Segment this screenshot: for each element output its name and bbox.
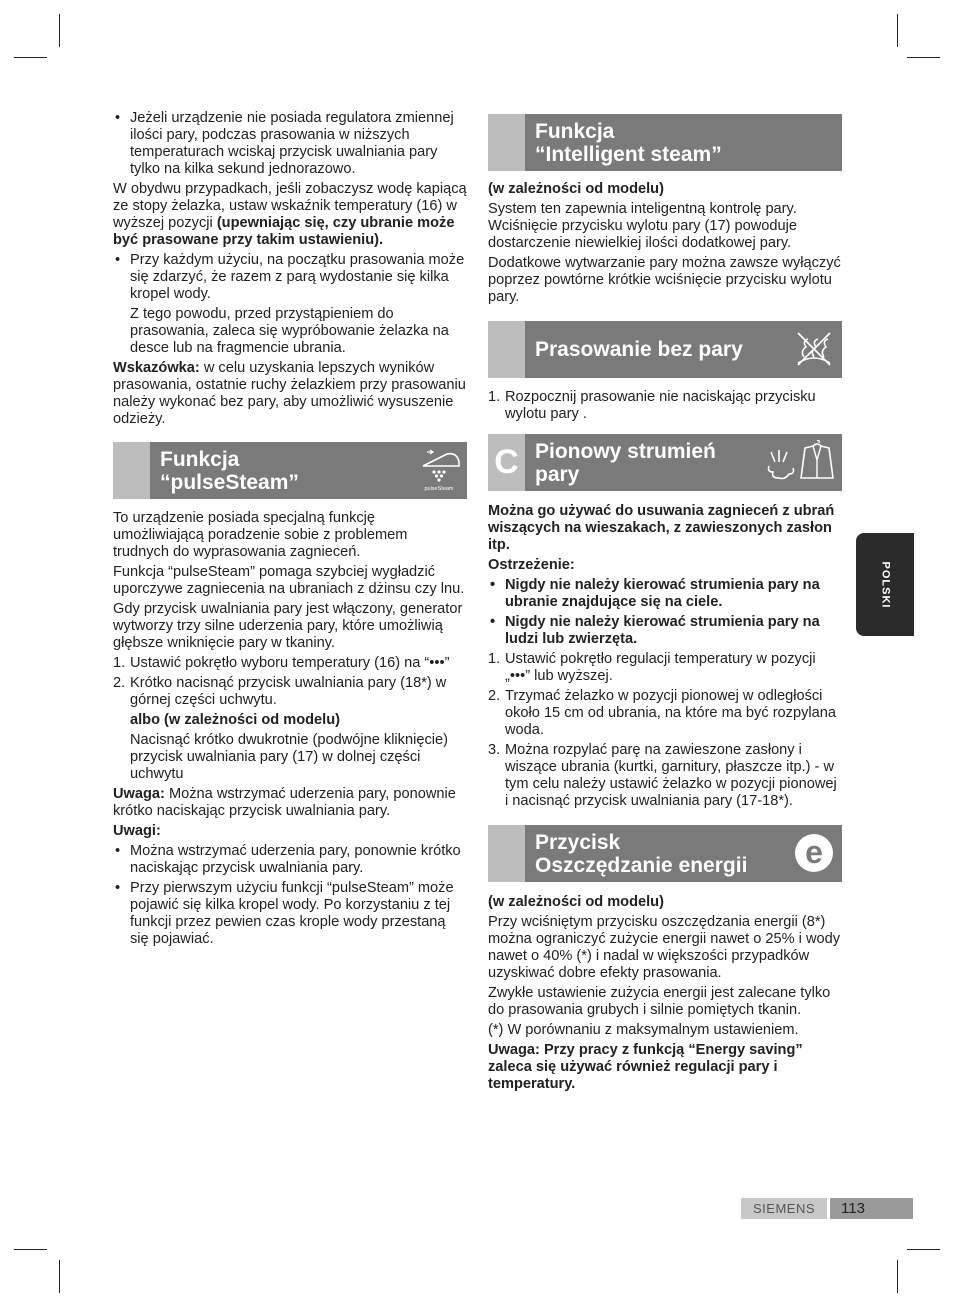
bullet-continuation: Z tego powodu, przed przystąpieniem do prasowania, zaleca się wypróbowanie żelazka na desce lub na fragmencie ubrania.: [130, 306, 449, 356]
paragraph: Zwykłe ustawienie zużycia energii jest zalecane tylko do prasowania grubych i silnie pomiętych tkanin.: [488, 985, 831, 1018]
section-title-line: Prasowanie bez pary: [535, 338, 743, 361]
section-title: [525, 825, 842, 882]
paragraph: (*) W porównaniu z maksymalnym ustawieniem.: [488, 1022, 799, 1038]
vertical-steam-icon: [762, 440, 838, 484]
bullet-item: • Można wstrzymać uderzenia pary, ponownie krótko naciskając przycisk uwalniania pary.: [113, 843, 467, 877]
step-text: Krótko nacisnąć przycisk uwalniania pary (18*) w górnej części uchwytu.: [130, 675, 447, 708]
language-tab: [856, 533, 914, 636]
pulsesteam-icon: [417, 448, 461, 492]
numbered-step: [488, 688, 842, 739]
paragraph-text: W obydwu przypadkach, jeśli zobaczysz wodę kapiącą ze stopy żelazka, ustaw wskaźnik temperatury (16) w wyższej pozycji: [113, 181, 467, 231]
section-header-pulsesteam: [113, 442, 467, 499]
tip-label: Wskazówka:: [113, 360, 200, 376]
notes-label: Uwagi:: [113, 823, 161, 839]
language-tab-label: POLSKI: [879, 561, 892, 608]
section-header-vertical-steam: [488, 434, 842, 491]
paragraph: System ten zapewnia inteligentną kontrolę pary. Wciśnięcie przycisku wylotu pary (17) powoduje dostarczenie niewielkiej ilości dodatkowej pary.: [488, 201, 798, 251]
section-title-line: Pionowy strumień: [535, 440, 716, 463]
crop-mark: [907, 57, 940, 58]
step-text: Rozpocznij prasowanie nie naciskając przycisku wylotu pary .: [505, 389, 816, 422]
step-text: Trzymać żelazko w pozycji pionowej w odległości około 15 cm od ubrania, na które ma być rozpylana woda.: [505, 688, 836, 738]
bullet-item: • Jeżeli urządzenie nie posiada regulatora zmiennej ilości pary, podczas prasowania w niższych temperaturach wciskaj przycisk uwalniania pary tylko na kilka sekund jednorazowo.: [113, 110, 467, 178]
paragraph: To urządzenie posiada specjalną funkcję umożliwiającą poradzenie sobie z problemem trudnych do wyprasowania zagnieceń.: [113, 510, 408, 560]
section-title: [150, 442, 467, 499]
crop-mark: [897, 14, 898, 47]
section-title-line: “pulseSteam”: [160, 471, 299, 494]
left-column: [113, 110, 467, 951]
paragraph: Przy wciśniętym przycisku oszczędzania energii (8*) można ograniczyć zużycie energii nawet o 25% i wody nawet o 40% (*) i nadal w większości przypadków uzyskiwać dobre efekty prasowania.: [488, 914, 841, 981]
pulsesteam-icon-label: pulseSteam: [424, 486, 454, 492]
section-title-line: Funkcja: [160, 448, 240, 471]
step-number: 2.: [113, 675, 126, 691]
section-tab: [488, 434, 525, 491]
bullet-item: • Przy każdym użyciu, na początku prasowania może się zdarzyć, że razem z parą wydostanie się kilka kropel wody.: [113, 252, 467, 303]
section-header-intelligent-steam: [488, 114, 842, 171]
step-alternative-text: Nacisnąć krótko dwukrotnie (podwójne kliknięcie) przycisk uwalniania pary (17) w dolnej części uchwytu: [130, 732, 448, 782]
energy-saving-icon: [792, 831, 836, 875]
note-paragraph: Uwaga: Przy pracy z funkcją “Energy saving” zaleca się używać również regulacji pary i temperatury.: [488, 1042, 803, 1092]
paragraph: Można go używać do usuwania zagnieceń z ubrań wiszących na wieszakach, z zawieszonych zasłon itp.: [488, 503, 835, 553]
section-tab: [113, 442, 150, 499]
section-title-line: Funkcja: [535, 120, 615, 143]
step-text: Ustawić pokrętło wyboru temperatury (16) na “•••”: [130, 655, 450, 671]
model-note: (w zależności od modelu): [488, 894, 664, 910]
section-title-line: Oszczędzanie energii: [535, 854, 748, 877]
numbered-step: [113, 675, 467, 709]
model-note: (w zależności od modelu): [488, 181, 664, 197]
note-label: Uwaga:: [113, 786, 165, 802]
numbered-step: [488, 742, 842, 810]
paragraph: Gdy przycisk uwalniania pary jest włączony, generator wytworzy trzy silne uderzenia pary, które umożliwią głębsze wniknięcie pary w tkaniny.: [113, 601, 463, 651]
section-header-energy-saving: [488, 825, 842, 882]
section-title-line: pary: [535, 463, 580, 486]
crop-mark: [14, 1249, 47, 1250]
step-number: 3.: [488, 742, 501, 758]
section-title-line: Przycisk: [535, 831, 621, 854]
bullet-item: • Nigdy nie należy kierować strumienia pary na ubranie znajdujące się na ciele.: [488, 577, 842, 611]
step-number: 2.: [488, 688, 501, 704]
numbered-step: [488, 651, 842, 685]
section-title: [525, 434, 842, 491]
step-number: 1.: [488, 389, 501, 405]
crop-mark: [59, 14, 60, 47]
step-alternative-label: albo (w zależności od modelu): [130, 712, 341, 728]
section-title-line: “Intelligent steam”: [535, 143, 722, 166]
numbered-step: [113, 655, 467, 672]
no-steam-icon: [792, 327, 836, 371]
right-column: [488, 114, 842, 1096]
paragraph: Funkcja “pulseSteam” pomaga szybciej wygładzić uporczywe zagniecenia na ubraniach z dżinsu czy lnu.: [113, 564, 465, 597]
section-header-dry-ironing: [488, 321, 842, 378]
step-number: 1.: [488, 651, 501, 667]
step-text: Ustawić pokrętło regulacji temperatury w pozycji „•••” lub wyższej.: [505, 651, 816, 684]
warning-label: Ostrzeżenie:: [488, 557, 575, 573]
section-title: [525, 114, 842, 171]
step-number: 1.: [113, 655, 126, 671]
bullet-item: • Przy pierwszym użyciu funkcji “pulseSteam” może pojawić się kilka kropel wody. Po korzystaniu z tej funkcji przez pewien czas krople wody przestaną się pojawiać.: [113, 880, 467, 948]
step-text: Można rozpylać parę na zawieszone zasłony i wiszące ubrania (kurtki, garnitury, płaszcze itp.) - w tym celu należy ustawić żelazko w pozycji pionowej i nacisnąć przycisk uwalniania pary (17-18*).: [505, 742, 837, 809]
crop-mark: [59, 1260, 60, 1293]
section-tab: [488, 825, 525, 882]
crop-mark: [897, 1260, 898, 1293]
crop-mark: [14, 57, 47, 58]
paragraph: [113, 181, 467, 249]
energy-saving-letter: e: [805, 834, 823, 870]
note-paragraph: [113, 786, 467, 820]
page-number: 113: [830, 1198, 913, 1219]
tip-paragraph: [113, 360, 467, 428]
paragraph-bold-text: (upewniając się, czy ubranie może być prasowane przy takim ustawieniu).: [113, 215, 455, 248]
note-text: Można wstrzymać uderzenia pary, ponownie krótko naciskając przycisk uwalniania pary.: [113, 786, 456, 819]
tip-text: w celu uzyskania lepszych wyników prasowania, ostatnie ruchy żelazkiem przy prasowaniu należy wykonać bez pary, aby umożliwić wysuszenie odzieży.: [113, 360, 466, 427]
paragraph: Dodatkowe wytwarzanie pary można zawsze wyłączyć poprzez powtórne krótkie wciśnięcie przycisku wylotu pary.: [488, 255, 841, 305]
section-tab: [488, 321, 525, 378]
footer-brand: SIEMENS: [741, 1198, 827, 1219]
numbered-step: [488, 389, 842, 423]
section-letter: C: [494, 443, 519, 481]
section-tab: [488, 114, 525, 171]
crop-mark: [907, 1249, 940, 1250]
bullet-item: • Nigdy nie należy kierować strumienia pary na ludzi lub zwierzęta.: [488, 614, 842, 648]
section-title: [525, 321, 842, 378]
